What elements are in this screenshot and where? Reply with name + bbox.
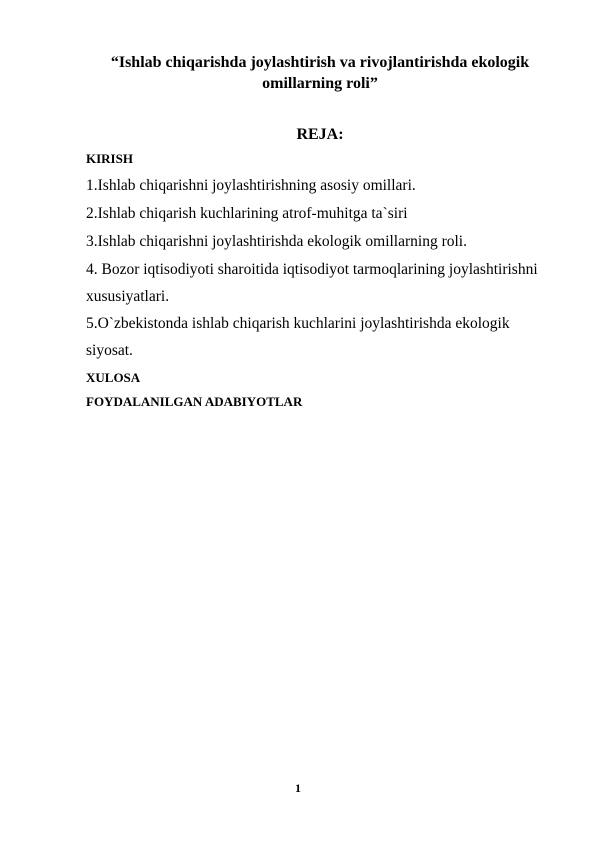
title-line-2: omillarning roli” [262, 75, 378, 92]
document-title [86, 52, 554, 94]
section-conclusion: XULOSA [86, 370, 141, 385]
plan-item-5: 5.O`zbekistonda ishlab chiqarish kuchlarini joylashtirishda ekologik [86, 315, 510, 332]
title-line-1: “Ishlab chiqarishda joylashtirish va rivojlantirishda ekologik [110, 54, 530, 71]
plan-item-3: 3.Ishlab chiqarishni joylashtirishda ekologik omillarning roli. [86, 233, 467, 250]
plan-item-1: 1.Ishlab chiqarishni joylashtirishning asosiy omillari. [86, 177, 416, 194]
section-references: FOYDALANILGAN ADABIYOTLAR [86, 394, 303, 409]
plan-item-4-continued: xususiyatlari. [86, 288, 170, 305]
page-number: 1 [295, 781, 301, 795]
plan-item-2: 2.Ishlab chiqarish kuchlarining atrof-muhitga ta`siri [86, 205, 408, 222]
section-intro: KIRISH [86, 151, 133, 166]
plan-heading: REJA: [296, 126, 344, 143]
plan-item-4: 4. Bozor iqtisodiyoti sharoitida iqtisodiyot tarmoqlarining joylashtirishni [86, 261, 538, 278]
plan-item-5-continued: siyosat. [86, 342, 133, 359]
